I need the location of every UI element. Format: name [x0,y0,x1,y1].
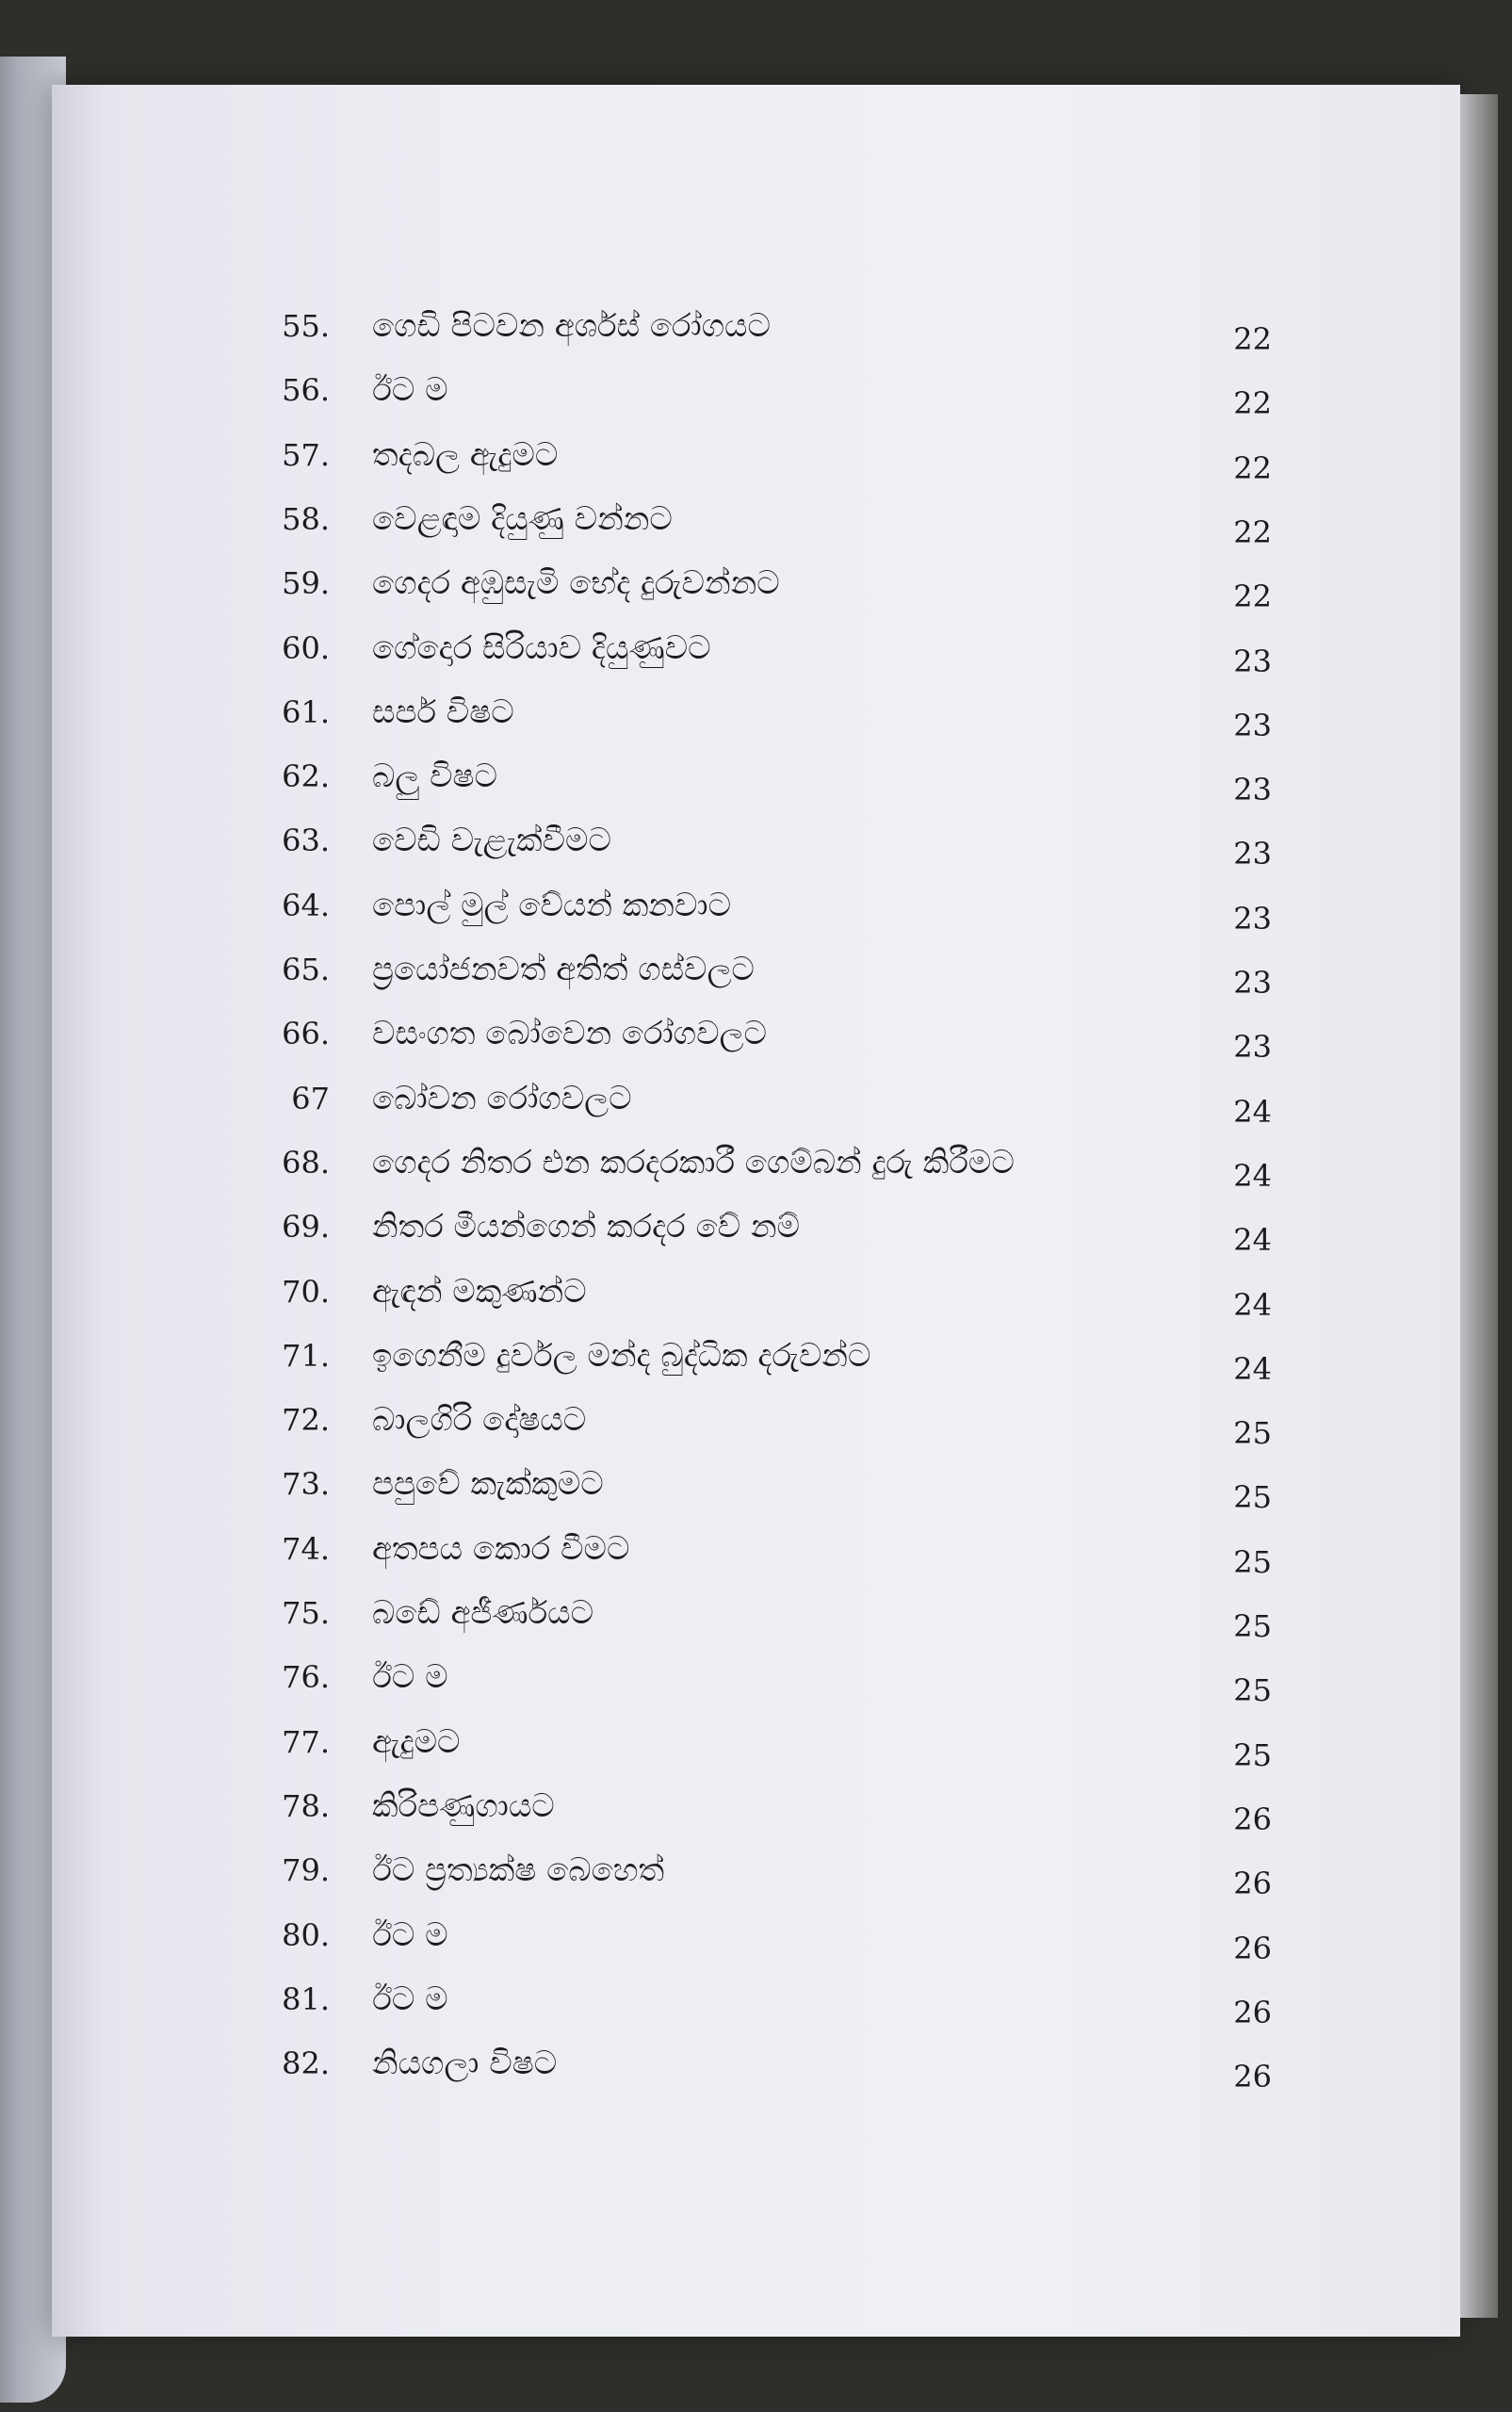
toc-entry-number: 77. [282,1723,330,1760]
toc-entry-number: 59. [282,565,330,602]
toc-entry [0,680,1512,744]
toc-entry [0,551,1512,615]
toc-entry-number: 56. [282,372,330,409]
toc-entry-page: 23 [1233,836,1272,872]
toc-entry-title: වෙළඳාම දියුණු වන්නට [372,499,673,538]
toc-entry-title: කිරිපණුගායට [372,1786,555,1825]
toc-entry-page: 23 [1233,643,1272,679]
toc-entry-page: 22 [1233,321,1272,357]
toc-entry-number: 57. [282,436,330,473]
toc-entry [0,1195,1512,1259]
toc-entry-title: බඩේ අජීර්ණයට [372,1594,594,1632]
toc-entry [0,2031,1512,2095]
toc-entry-title: තදබල ඇදුමට [372,435,559,474]
toc-entry-page: 23 [1233,707,1272,743]
toc-entry-number: 79. [282,1852,330,1889]
toc-entry [0,1324,1512,1388]
toc-entry-number: 65. [282,952,330,987]
toc-entry-page: 25 [1233,1736,1272,1773]
toc-entry-title: පොල් මුල් වේයන් කනවාට [372,886,732,924]
toc-entry-title: බලු විෂට [372,758,497,796]
toc-entry [0,873,1512,937]
toc-entry [0,1903,1512,1967]
toc-entry [0,1517,1512,1581]
toc-entry-page: 24 [1233,1093,1272,1130]
toc-entry [0,1388,1512,1452]
toc-entry-page: 24 [1233,1157,1272,1194]
toc-entry-number: 64. [282,887,330,923]
toc-entry-number: 70. [282,1273,330,1310]
toc-entry-page: 22 [1233,579,1272,615]
toc-entry-page: 23 [1233,1029,1272,1066]
toc-entry-title: ගෙදර අඹුසැමි භේද දුරුවන්නට [372,564,780,603]
toc-entry-number: 61. [282,693,330,730]
toc-entry-number: 75. [282,1595,330,1631]
toc-entry-title: බෝවන රෝගවලට [372,1079,632,1117]
toc-entry [0,1067,1512,1131]
toc-entry-number: 82. [282,2045,330,2082]
toc-entry-page: 24 [1233,1350,1272,1387]
toc-entry [0,294,1512,358]
toc-entry-title: ඊට ම [372,1980,448,2018]
toc-entry [0,1838,1512,1902]
toc-entry-number: 74. [282,1530,330,1567]
toc-entry-page: 22 [1233,513,1272,550]
toc-entry-title: පපුවේ කැක්කුමට [372,1465,604,1504]
toc-entry-page: 25 [1233,1415,1272,1452]
toc-entry [0,1452,1512,1516]
toc-entry-number: 81. [282,1980,330,2017]
toc-entry-page: 26 [1233,2059,1272,2095]
toc-entry [0,616,1512,680]
toc-entry-title: නියගලා විෂට [372,2045,558,2083]
toc-entry [0,487,1512,551]
toc-entry-title: ඊට ම [372,371,448,410]
toc-entry-page: 25 [1233,1479,1272,1516]
toc-entry-number: 66. [282,1016,330,1052]
toc-entry [0,1967,1512,2031]
toc-entry-title: ඊට ප්‍රත්‍යක්ෂ බෙහෙත් [372,1851,665,1890]
toc-entry-page: 26 [1233,1994,1272,2030]
toc-entry-page: 26 [1233,1930,1272,1966]
toc-entry-title: වෙඩි වැළැක්වීමට [372,822,611,860]
toc-entry-number: 58. [282,500,330,537]
toc-entry-page: 25 [1233,1672,1272,1709]
toc-entry-page: 24 [1233,1222,1272,1259]
toc-entry-title: ඉගෙනීම දුර්වල මන්ද බුද්ධික දරුවන්ට [372,1336,871,1375]
toc-entry-number: 60. [282,629,330,666]
toc-entry [0,744,1512,808]
toc-entry-number: 62. [282,758,330,795]
toc-entry [0,808,1512,872]
toc-entry [0,1002,1512,1066]
toc-entry-page: 23 [1233,900,1272,937]
toc-entry-title: ගෙදර නිතර එන කරදරකාරී ගෙම්බන් දුරු කිරීමට [372,1143,1015,1182]
toc-entry [0,1710,1512,1774]
toc-entry-page: 25 [1233,1608,1272,1644]
toc-entry-number: 73. [282,1466,330,1503]
toc-entry-title: බාලගිරි දෝෂයට [372,1401,587,1440]
toc-entry [0,1645,1512,1709]
toc-entry-title: ප්‍රයෝජනවත් අතිත් ගස්වලට [372,951,755,988]
toc-entry-number: 78. [282,1787,330,1824]
toc-entry [0,423,1512,487]
toc-entry-page: 23 [1233,772,1272,808]
toc-entry-title: ඇදුමට [372,1722,461,1761]
toc-entry [0,1581,1512,1645]
toc-entry-title: අතපය කොර වීමට [372,1529,630,1568]
toc-entry-number: 80. [282,1916,330,1953]
toc-entry-title: නිතර මීයන්ගෙන් කරදර වේ නම් [372,1208,800,1247]
toc-entry [0,937,1512,1002]
toc-entry-page: 25 [1233,1543,1272,1580]
toc-entry [0,1774,1512,1838]
toc-entry-number: 69. [282,1209,330,1246]
toc-entry-number: 68. [282,1144,330,1181]
toc-entry-title: සර්ප විෂට [372,693,514,731]
toc-entry-number: 55. [282,308,330,344]
toc-entry-number: 72. [282,1402,330,1439]
toc-entry-title: වසංගත බෝවෙන රෝගවලට [372,1015,767,1053]
toc-entry-page: 22 [1233,385,1272,422]
toc-entry-title: ඇඳන් මකුණන්ට [372,1272,587,1311]
toc-entry-page: 26 [1233,1866,1272,1902]
toc-entry [0,1260,1512,1324]
toc-entry-page: 26 [1233,1801,1272,1837]
toc-entry-title: ගෙඩි පිටවන අර්ශස් රෝගයට [372,307,771,345]
toc-entry-page: 24 [1233,1286,1272,1323]
toc-entry-title: ගේදොර සිරියාව දියුණුවට [372,628,711,667]
toc-entry-page: 22 [1233,449,1272,486]
toc-entry-number: 63. [282,823,330,859]
toc-entry-number: 76. [282,1659,330,1696]
toc-entry [0,1131,1512,1195]
toc-entry-number: 67 [291,1080,330,1116]
toc-entry-page: 23 [1233,965,1272,1001]
toc-entry [0,358,1512,422]
toc-entry-title: ඊට ම [372,1658,448,1697]
toc-entry-number: 71. [282,1337,330,1374]
toc-entry-title: ඊට ම [372,1915,448,1954]
